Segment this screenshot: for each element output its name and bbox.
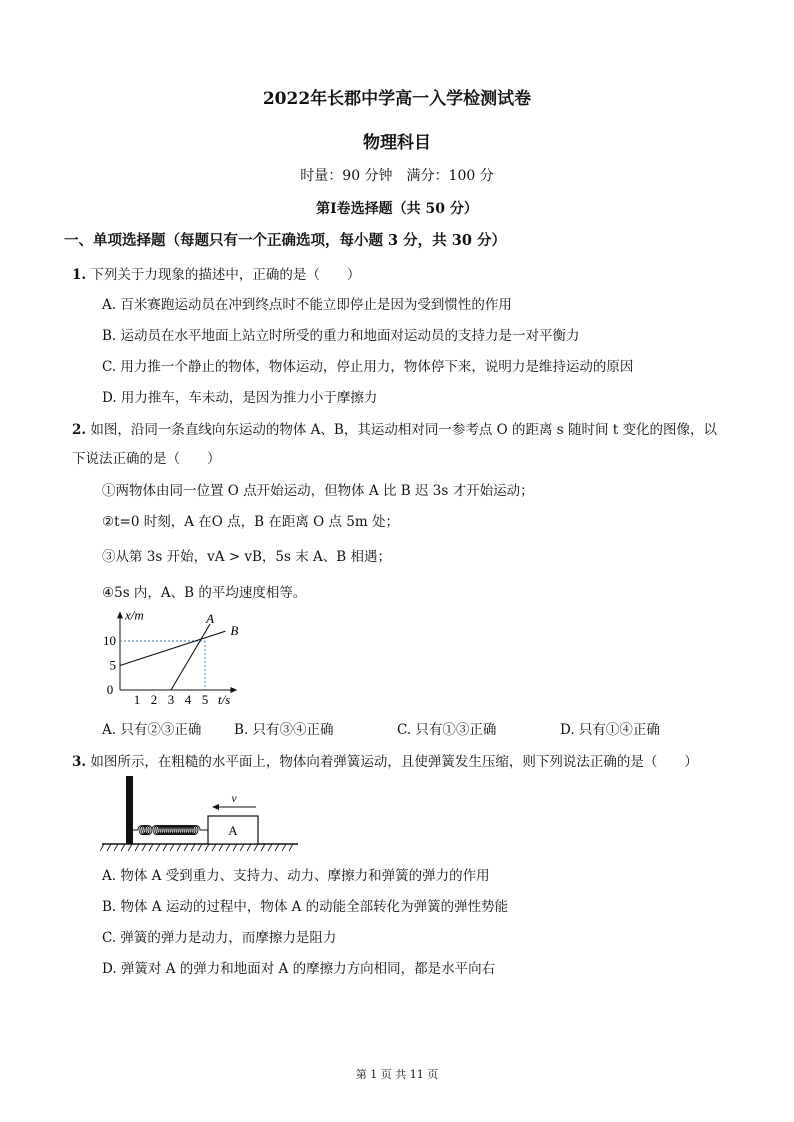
x-tick-label: 5: [201, 692, 209, 707]
x-tick-label: 1: [133, 692, 141, 707]
x-axis-arrow: [230, 687, 237, 693]
question-3: [72, 750, 698, 770]
q3-option-b[interactable]: B. 物体 A 运动的过程中，物体 A 的动能全部转化为弹簧的弹性势能: [102, 899, 509, 915]
question-number: 1.: [72, 267, 87, 283]
question-number: 2.: [72, 422, 87, 438]
question-number: 3.: [72, 754, 87, 770]
series-line-b: [120, 631, 225, 665]
q3-option-c[interactable]: C. 弹簧的弹力是动力，而摩擦力是阻力: [102, 930, 337, 946]
block-a-label: A: [228, 823, 238, 838]
x-tick-label: 3: [167, 692, 175, 707]
x-tick-label: 0: [106, 682, 114, 697]
statement-2: ②t=0 时刻，A 在O 点，B 在距离 O 点 5m 处；: [102, 514, 399, 530]
q3-option-d[interactable]: D. 弹簧对 A 的弹力和地面对 A 的摩擦力方向相同，都是水平向右: [102, 961, 496, 977]
option-d[interactable]: D. 用力推车，车未动，是因为推力小于摩擦力: [102, 390, 378, 406]
exam-title: 2022年长郡中学高一入学检测试卷: [262, 89, 532, 109]
velocity-label: v: [231, 791, 237, 805]
question-2: [72, 418, 717, 438]
statement-1: ①两物体由同一位置 O 点开始运动，但物体 A 比 B 迟 3s 才开始运动；: [102, 483, 534, 499]
option-c[interactable]: C. 用力推一个静止的物体，物体运动，停止用力，物体停下来，说明力是维持运动的原因: [102, 359, 634, 375]
y-axis-label: x/m: [125, 607, 144, 623]
statement-4: ④5s 内，A、B 的平均速度相等。: [102, 585, 307, 601]
statement-3: ③从第 3s 开始，vA > vB，5s 末 A、B 相遇；: [102, 549, 391, 565]
q2-option-a[interactable]: A. 只有②③正确: [102, 722, 202, 738]
option-b[interactable]: B. 运动员在水平地面上站立时所受的重力和地面对运动员的支持力是一对平衡力: [102, 328, 580, 344]
question-stem-line-1: 如图，沿同一条直线向东运动的物体 A、B，其运动相对同一参考点 O 的距离 s 随时间 t 变化的图像，以: [90, 422, 718, 438]
option-a[interactable]: A. 百米赛跑运动员在冲到终点时不能立即停止是因为受到惯性的作用: [102, 297, 512, 313]
x-tick-label: 2: [150, 692, 158, 707]
x-axis-label: t/s: [218, 692, 231, 707]
question-stem: 下列关于力现象的描述中，正确的是（ ）: [90, 267, 361, 283]
subject-title: 物理科目: [363, 133, 431, 153]
time-info: 时量：90 分钟 满分：100 分: [300, 168, 494, 184]
q2-option-c[interactable]: C. 只有①③正确: [397, 722, 497, 738]
question-stem-line-2: 下说法正确的是（ ）: [72, 451, 221, 467]
series-line-a: [171, 624, 210, 690]
y-tick-label: 10: [103, 633, 116, 648]
st-chart: [96, 606, 276, 714]
part-title: 一、单项选择题（每题只有一个正确选项，每小题 3 分，共 30 分）: [64, 232, 506, 249]
series-label-b: B: [230, 623, 239, 639]
q3-option-a[interactable]: A. 物体 A 受到重力、支持力、动力、摩擦力和弹簧的弹力的作用: [102, 868, 490, 884]
spring-figure: [100, 772, 300, 854]
y-tick-label: 5: [109, 657, 116, 673]
velocity-arrowhead: [212, 804, 219, 810]
q2-option-b[interactable]: B. 只有③④正确: [234, 722, 334, 738]
page-footer: 第 1 页 共 11 页: [355, 1068, 439, 1081]
ground-hatching: [100, 844, 293, 851]
q2-option-d[interactable]: D. 只有①④正确: [560, 722, 660, 738]
section-title: 第Ⅰ卷选择题（共 50 分）: [316, 201, 478, 217]
y-axis-arrow: [117, 611, 123, 618]
series-label-a: A: [206, 610, 215, 626]
x-tick-label: 4: [184, 692, 192, 707]
spring: [133, 826, 208, 835]
question-stem: 如图所示，在粗糙的水平面上，物体向着弹簧运动，且使弹簧发生压缩，则下列说法正确的是（ ）: [90, 754, 698, 770]
wall: [126, 776, 133, 844]
question-1: [72, 263, 360, 283]
